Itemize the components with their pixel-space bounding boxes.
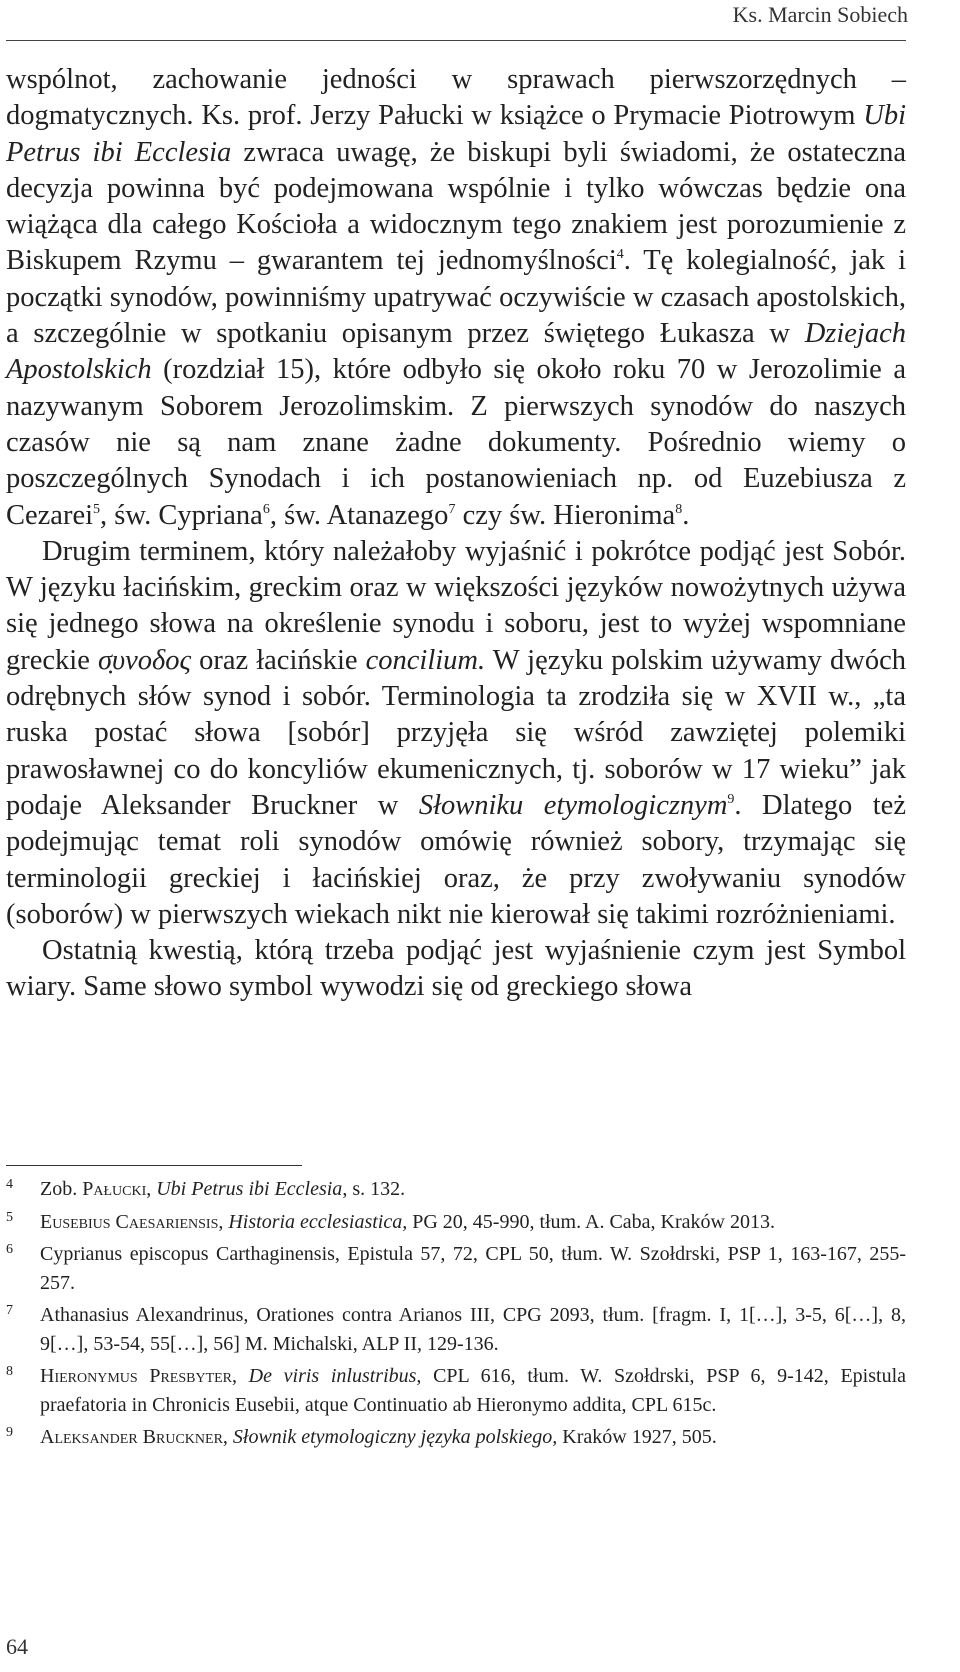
paragraph-3 xyxy=(6,933,906,1006)
footnote-number: 8 xyxy=(6,1364,13,1379)
footnote-text: PG 20, 45-990, tłum. A. Caba, Kraków 2013. xyxy=(407,1210,775,1233)
footnote-number: 5 xyxy=(6,1209,13,1225)
text-run: (rozdział 15), które odbyło się około roku 70 w Jerozolimie a nazywanym Soborem Jerozolimskim. Z pierwszych synodów do naszych czasów nie są nam znane żadne dokumenty. Pośrednio wiemy o poszczególnych Synodach i ich postanowieniach np. od Euzebiusza z Cezarei xyxy=(6,354,906,531)
text-run: W języku polskim używamy dwóch odrębnych słów synod i sobór. Terminologia ta zrodziła się w XVII w., „ta ruska postać słowa [sobór] przyjęła się wśród zawziętej polemiki prawosławnej co do koncyliów ekumenicznych, tj. soborów w 17 wieku” jak podaje Aleksander Bruckner w xyxy=(6,644,906,821)
footnote-author: Pałucki xyxy=(82,1178,147,1200)
text-run: oraz łacińskie xyxy=(191,644,366,676)
footnote-ref: 7 xyxy=(448,501,456,517)
footnote-ref: 6 xyxy=(262,501,270,517)
footnote-text: Cyprianus episcopus Carthaginensis, Epistula 57, 72, CPL 50, tłum. W. Szołdrski, PSP 1, 163-167, 255-257. xyxy=(40,1243,906,1294)
text-run: Drugim terminem, który należałoby wyjaśnić i pokrótce podjąć jest Sobór. W języku łacińskim, greckim oraz w większości języków nowożytnych używa się jednego słowa na określenie synodu i soboru, jest to wyżej wspomniane greckie xyxy=(6,535,906,676)
text-run: . Dlatego też podejmując temat roli synodów omówię również sobory, trzymając się terminologii greckiej i łacińskiej oraz, że przy zwoływaniu synodów (soborów) w pierwszych wiekach nikt nie kierował się takimi rozróżnieniami. xyxy=(6,789,906,930)
footnote-title: Słownik etymologiczny języka polskiego, xyxy=(232,1426,558,1448)
footnote-number: 6 xyxy=(6,1242,13,1257)
italic-title: Ubi Petrus ibi Ecclesia xyxy=(6,100,906,168)
text-run: Ostatnią kwestią, którą trzeba podjąć jest wyjaśnienie czym jest Symbol wiary. Same słowo symbol wywodzi się od greckiego słowa xyxy=(6,935,906,1003)
paragraph-2 xyxy=(6,534,906,933)
footnote-number: 9 xyxy=(6,1425,13,1440)
footnote-number: 4 xyxy=(6,1177,13,1192)
text-run: wspólnot, zachowanie jedności w sprawach pierwszorzędnych – dogmatycznych. Ks. prof. Jerzy Pałucki w książce o Prymacie Piotrowym xyxy=(6,64,906,132)
footnote-number: 7 xyxy=(6,1303,13,1318)
footnote-author: Eusebius Caesariensis xyxy=(40,1210,219,1233)
greek-word: σ̣υνοδος xyxy=(97,644,192,676)
footnote-author: Aleksander Bruckner xyxy=(40,1426,223,1448)
footnote xyxy=(6,1301,906,1358)
italic-title: Dziejach Apostolskich xyxy=(6,318,906,386)
footnote-ref: 9 xyxy=(727,791,735,807)
running-head: Ks. Marcin Sobiech xyxy=(732,2,908,27)
footnote xyxy=(6,1362,906,1419)
footnote-text: , s. 132. xyxy=(342,1178,406,1200)
italic-term: concilium. xyxy=(365,644,486,676)
footnote-divider xyxy=(6,1165,302,1166)
footnote-ref: 8 xyxy=(675,501,683,517)
footnote-sep: , xyxy=(146,1178,157,1200)
text-run: . Tę kolegialność, jak i początki synodów, powinniśmy upatrywać oczywiście w czasach apostolskich, a szczególnie w spotkaniu opisanym przez świętego Łukasza w xyxy=(6,245,906,350)
page-number: 64 xyxy=(6,1634,28,1659)
footnote-text: Zob. xyxy=(40,1178,83,1200)
footnote-text: Kraków 1927, 505. xyxy=(557,1426,717,1448)
footnote-sep: , xyxy=(218,1210,229,1233)
footnote xyxy=(6,1240,906,1297)
footnotes xyxy=(6,1175,906,1456)
italic-title: Słowniku etymologicznym xyxy=(418,789,728,821)
footnote xyxy=(6,1208,906,1237)
footnote xyxy=(6,1423,906,1452)
paragraph-1 xyxy=(6,62,906,534)
body-text xyxy=(6,62,906,1006)
footnote-sep: , xyxy=(232,1365,249,1387)
text-run: czy św. Hieronima xyxy=(455,499,676,531)
header-divider xyxy=(6,40,906,41)
footnote-ref: 5 xyxy=(93,501,101,517)
footnote-author: Hieronymus Presbyter xyxy=(40,1365,233,1387)
footnote-ref: 4 xyxy=(616,247,624,263)
footnote-title: Ubi Petrus ibi Ecclesia xyxy=(156,1178,343,1200)
footnote xyxy=(6,1175,906,1204)
text-run: , św. Cypriana xyxy=(100,499,263,531)
footnote-title: De viris inlustribus, xyxy=(248,1365,422,1387)
text-run: , św. Atanazego xyxy=(269,499,449,531)
footnote-sep: , xyxy=(222,1426,233,1448)
footnote-text: Athanasius Alexandrinus, Orationes contra Arianos III, CPG 2093, tłum. [fragm. I, 1[…], 3-5, 6[…], 8, 9[…], 53-54, 55[…], 56] M. Michalski, ALP II, 129-136. xyxy=(40,1304,906,1355)
footnote-title: Historia ecclesiastica, xyxy=(228,1210,408,1233)
footnote-text: CPL 616, tłum. W. Szołdrski, PSP 6, 9-142, Epistula praefatoria in Chronicis Eusebii, atque Continuatio ab Hieronymo addita, CPL 615c. xyxy=(40,1365,906,1416)
text-run: . xyxy=(682,499,690,531)
text-run: zwraca uwagę, że biskupi byli świadomi, że ostateczna decyzja powinna być podejmowana wspólnie i tylko wówczas będzie ona wiążąca dla całego Kościoła a widocznym tego znakiem jest porozumienie z Biskupem Rzymu – gwarantem tej jednomyślności xyxy=(6,136,907,277)
